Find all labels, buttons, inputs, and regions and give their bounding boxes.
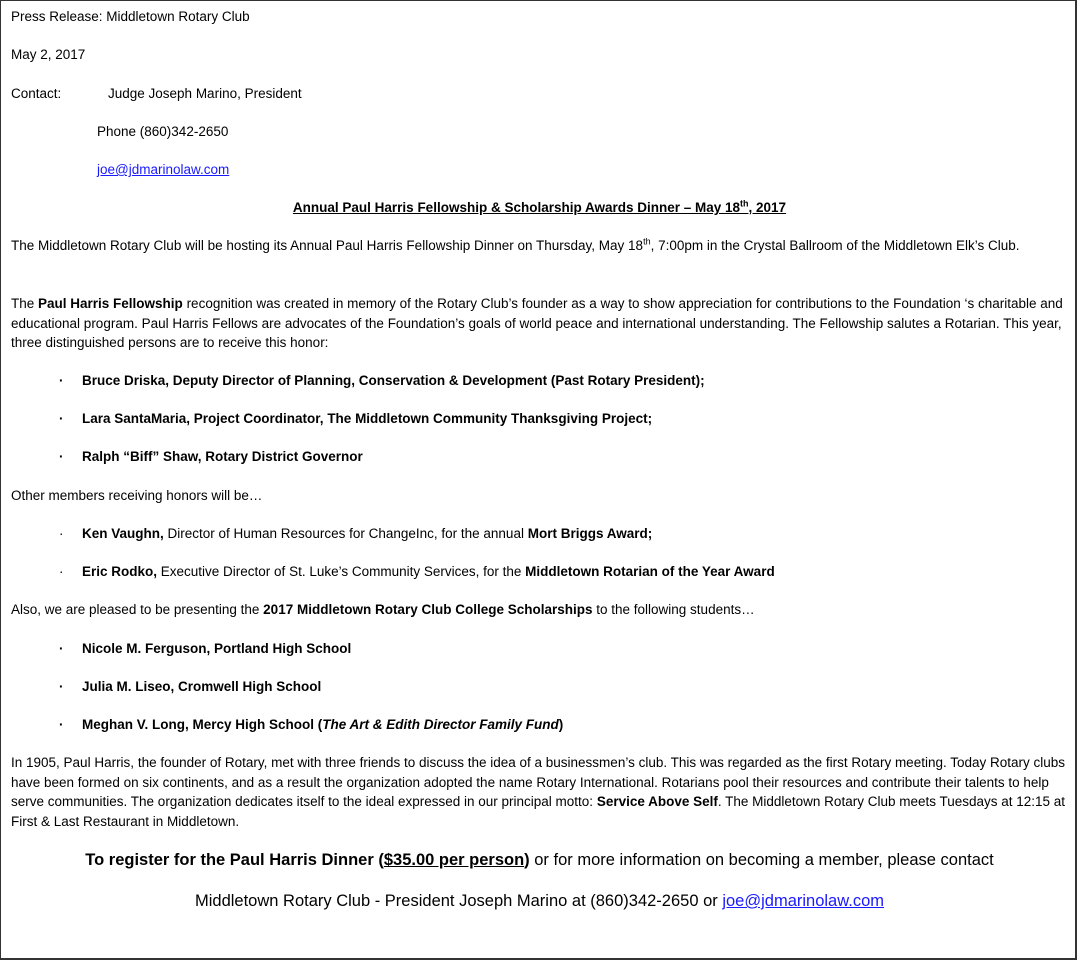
bullet: ·: [59, 679, 64, 694]
bullet: ·: [59, 373, 64, 388]
release-date: May 2, 2017: [11, 47, 86, 62]
bullet: ·: [59, 641, 64, 656]
fellow-item: · Lara SantaMaria, Project Coordinator, The Middletown Community Thanksgiving Project;: [59, 411, 653, 426]
intro-paragraph: The Middletown Rotary Club will be hosting its Annual Paul Harris Fellowship Dinner on Thursday, May 18th, 7:00pm in the Crystal Ballroom of the Middletown Elk’s Club.: [11, 236, 1020, 253]
bullet: ·: [59, 411, 64, 426]
fellow-item: · Bruce Driska, Deputy Director of Planning, Conservation & Development (Past Rotary President);: [59, 373, 705, 388]
student-item: · Julia M. Liseo, Cromwell High School: [59, 679, 322, 694]
bullet: ·: [59, 449, 64, 464]
page-title: Annual Paul Harris Fellowship & Scholarship Awards Dinner – May 18th, 2017: [292, 198, 787, 215]
scholarship-intro: Also, we are pleased to be presenting the 2017 Middletown Rotary Club College Scholarships to the following students…: [11, 602, 755, 617]
history-paragraph: In 1905, Paul Harris, the founder of Rotary, met with three friends to discuss the idea of a businessmen’s club. This was regarded as the first Rotary meeting. Today Rotary clubs have been formed on six continents, and as a result the organization adopted the name Rotary International. Rotarians pool their resources and contribute their talents to help serve communities. The organization dedicates itself to the ideal expressed in our principal motto: Service Above Self. The Middletown Rotary Club meets Tuesdays at 12:15 at First & Last Restaurant in Middletown.: [11, 755, 1066, 829]
fellowship-paragraph: The Paul Harris Fellowship recognition was created in memory of the Rotary Club’s founder as a way to show appreciation for contributions to the Foundation ‘s charitable and educational program. Paul Harris Fellows are advocates of the Foundation’s goals of world peace and international understanding. The Fellowship salutes a Rotarian. This year, three distinguished persons are to receive this honor:: [11, 296, 1063, 350]
other-member-item: · Ken Vaughn, Director of Human Resources for ChangeInc, for the annual Mort Briggs Award;: [59, 526, 653, 541]
register-line: To register for the Paul Harris Dinner ($35.00 per person) or for more information on becoming a member, please contact: [85, 851, 994, 869]
other-member-item: · Eric Rodko, Executive Director of St. Luke’s Community Services, for the Middletown Rotarian of the Year Award: [59, 564, 775, 579]
contact-phone: Phone (860)342-2650: [97, 124, 229, 139]
student-item: · Nicole M. Ferguson, Portland High School: [59, 641, 352, 656]
fellow-item: · Ralph “Biff” Shaw, Rotary District Governor: [59, 449, 363, 464]
contact-line: Middletown Rotary Club - President Joseph Marino at (860)342-2650 or joe@jdmarinolaw.com: [194, 892, 884, 910]
press-release-line: Press Release: Middletown Rotary Club: [11, 9, 250, 24]
bullet: ·: [59, 526, 64, 541]
contact-label: Contact:: [11, 86, 62, 101]
other-members-intro: Other members receiving honors will be…: [11, 488, 263, 503]
student-item: · Meghan V. Long, Mercy High School (The Art & Edith Director Family Fund): [59, 717, 564, 732]
footer-email-link[interactable]: joe@jdmarinolaw.com: [722, 892, 884, 910]
bullet: ·: [59, 564, 64, 579]
contact-email-link[interactable]: joe@jdmarinolaw.com: [97, 162, 230, 177]
bullet: ·: [59, 717, 64, 732]
contact-name: Judge Joseph Marino, President: [108, 86, 302, 101]
